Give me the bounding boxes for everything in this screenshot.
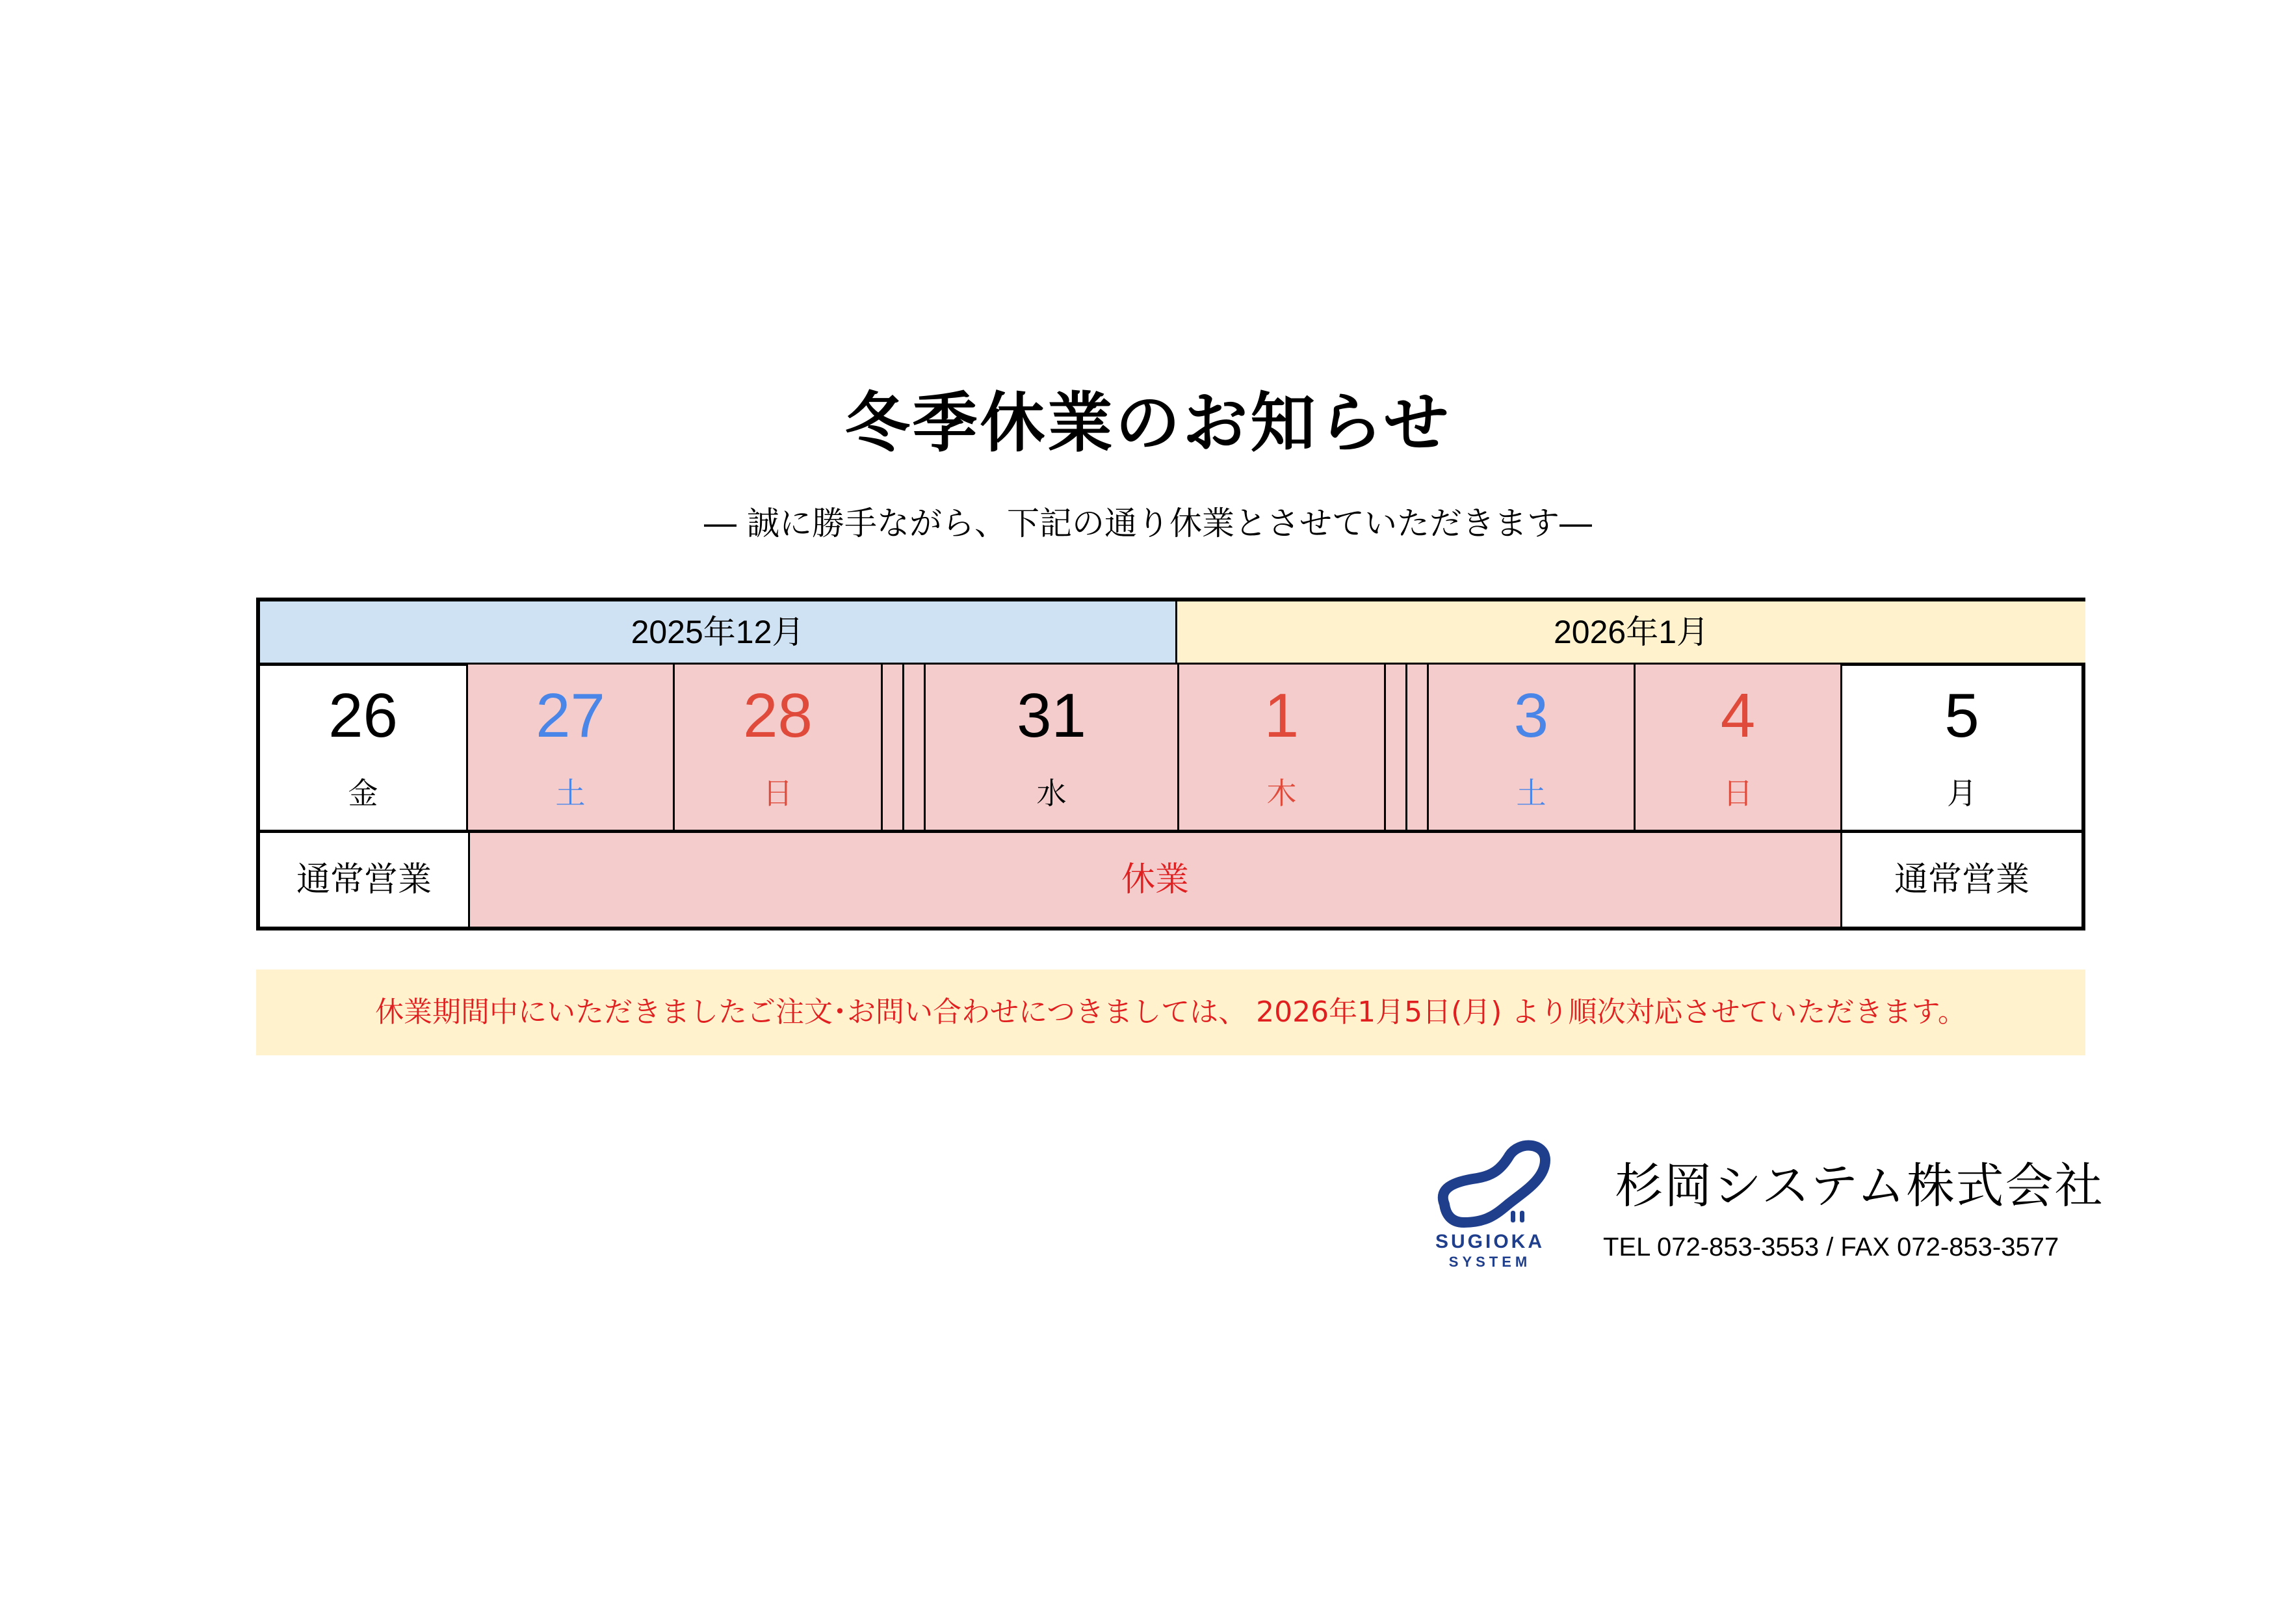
status-open-after: 通常営業 — [1842, 833, 2081, 927]
status-open-before: 通常営業 — [260, 833, 468, 927]
page-title: 冬季休業のお知らせ — [844, 385, 1452, 461]
holiday-calendar — [256, 598, 2085, 930]
status-closed: 休業 — [468, 833, 1842, 927]
day-cell — [1429, 665, 1636, 830]
contact-info: TEL 072-853-3553 / FAX 072-853-3577 — [1603, 1233, 2059, 1261]
day-cell — [926, 665, 1179, 830]
day-cell — [260, 665, 468, 830]
day-number: 27 — [536, 681, 605, 750]
month-header-december: 2025年12月 — [260, 601, 1177, 663]
day-cell — [675, 665, 883, 830]
company-name: 杉岡システム株式会社 — [1615, 1158, 2104, 1214]
notice-banner: 休業期間中にいただきましたご注文･お問い合わせにつきましては、 2026年1月5日(月) より順次対応させていただきます。 — [256, 970, 2085, 1055]
day-weekday: 土 — [555, 776, 586, 811]
day-cell — [1842, 665, 2081, 830]
day-number: 1 — [1264, 681, 1299, 750]
day-weekday: 木 — [1266, 776, 1297, 811]
logo-wordmark-sub: SYSTEM — [1448, 1254, 1532, 1270]
omitted-days-marker — [883, 665, 926, 830]
day-number: 26 — [328, 681, 398, 750]
day-weekday: 金 — [348, 776, 378, 811]
day-weekday: 日 — [1723, 776, 1753, 811]
day-number: 3 — [1513, 681, 1549, 750]
day-cell — [1636, 665, 1842, 830]
day-cell — [468, 665, 675, 830]
day-weekday: 土 — [1516, 776, 1546, 811]
day-number: 28 — [743, 681, 813, 750]
day-number: 4 — [1720, 681, 1756, 750]
day-weekday: 月 — [1947, 776, 1977, 811]
day-number: 5 — [1944, 681, 1979, 750]
logo-wordmark: SUGIOKA — [1435, 1231, 1545, 1252]
day-number: 31 — [1017, 681, 1086, 750]
day-weekday: 日 — [763, 776, 793, 811]
day-cell — [1179, 665, 1386, 830]
omitted-days-marker — [1386, 665, 1429, 830]
day-weekday: 水 — [1036, 776, 1067, 811]
month-header-january: 2026年1月 — [1177, 601, 2085, 663]
page-subtitle: ― 誠に勝手ながら、下記の通り休業とさせていただきます― — [704, 505, 1592, 542]
